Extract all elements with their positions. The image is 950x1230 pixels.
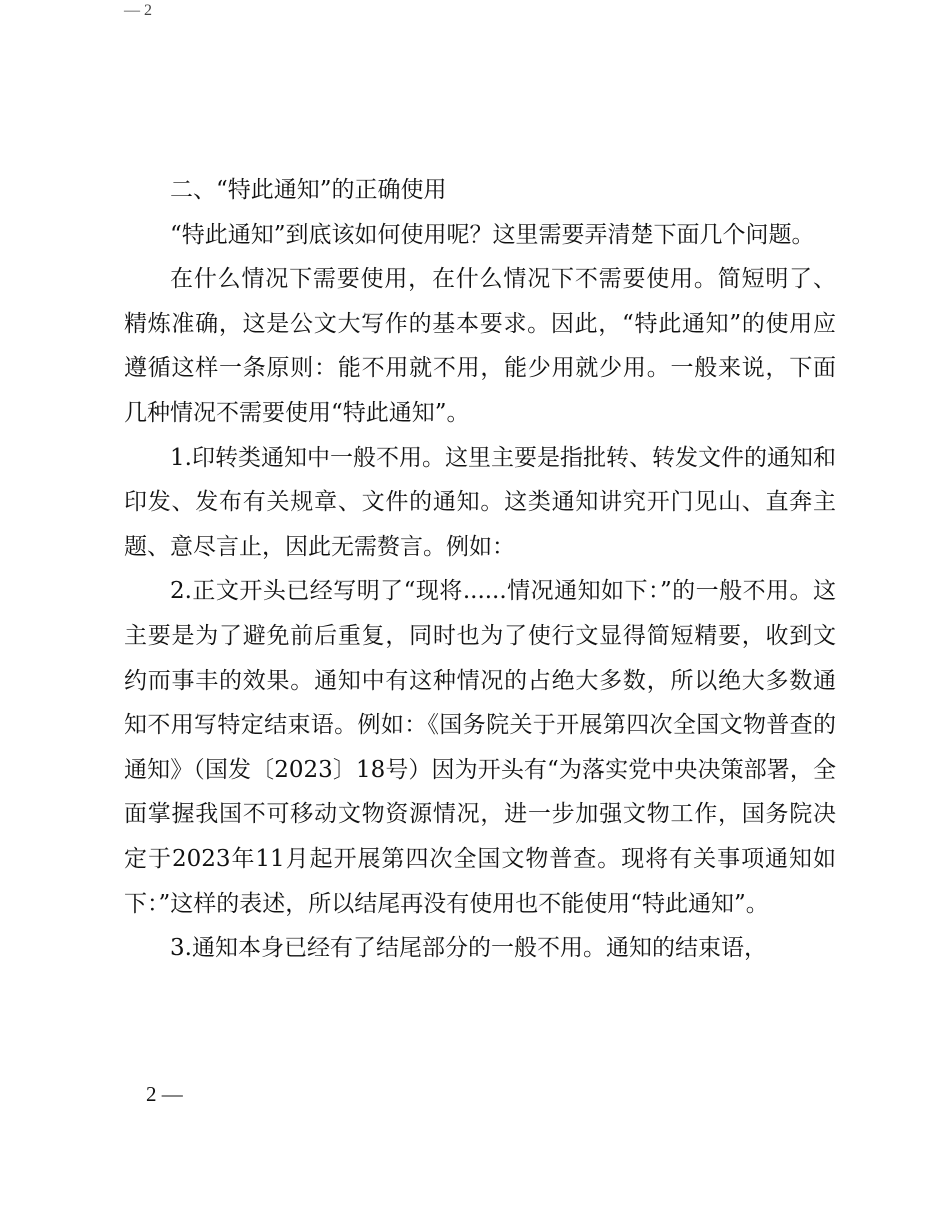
section-heading: 二、“特此通知”的正确使用 xyxy=(170,177,447,203)
paragraph: 在什么情况下需要使用，在什么情况下不需要使用。简短明了、精炼准确，这是公文大写作的基本要求。因此，“特此通知”的使用应遵循这样一条原则：能不用就不用，能少用就少用。一般来说，下面几种情况不需要使用“特此通知”。 xyxy=(124,266,836,426)
paragraph: 2.正文开头已经写明了“现将......情况通知如下：”的一般不用。这主要是为了避免前后重复，同时也为了使行文显得简短精要，收到文约而事丰的效果。通知中有这种情况的占绝大多数，所以绝大多数通知不用写特定结束语。例如：《国务院关于开展第四次全国文物普查的通知》（国发〔2023〕18号）因为开头有“为落实党中央决策部署，全面掌握我国不可移动文物资源情况，进一步加强文物工作，国务院决定于2023年11月起开展第四次全国文物普查。现将有关事项通知如下：”这样的表述，所以结尾再没有使用也不能使用“特此通知”。 xyxy=(124,578,836,917)
paragraph: 1.印转类通知中一般不用。这里主要是指批转、转发文件的通知和印发、发布有关规章、文件的通知。这类通知讲究开门见山、直奔主题、意尽言止，因此无需赘言。例如： xyxy=(124,444,836,560)
paragraph: 3.通知本身已经有了结尾部分的一般不用。通知的结束语， xyxy=(170,935,767,962)
document-body xyxy=(124,168,836,971)
page-footer-number: 2 — xyxy=(146,1082,183,1106)
paragraph: “特此通知”到底该如何使用呢？这里需要弄清楚下面几个问题。 xyxy=(170,221,815,248)
page-header-number: — 2 xyxy=(124,2,152,19)
